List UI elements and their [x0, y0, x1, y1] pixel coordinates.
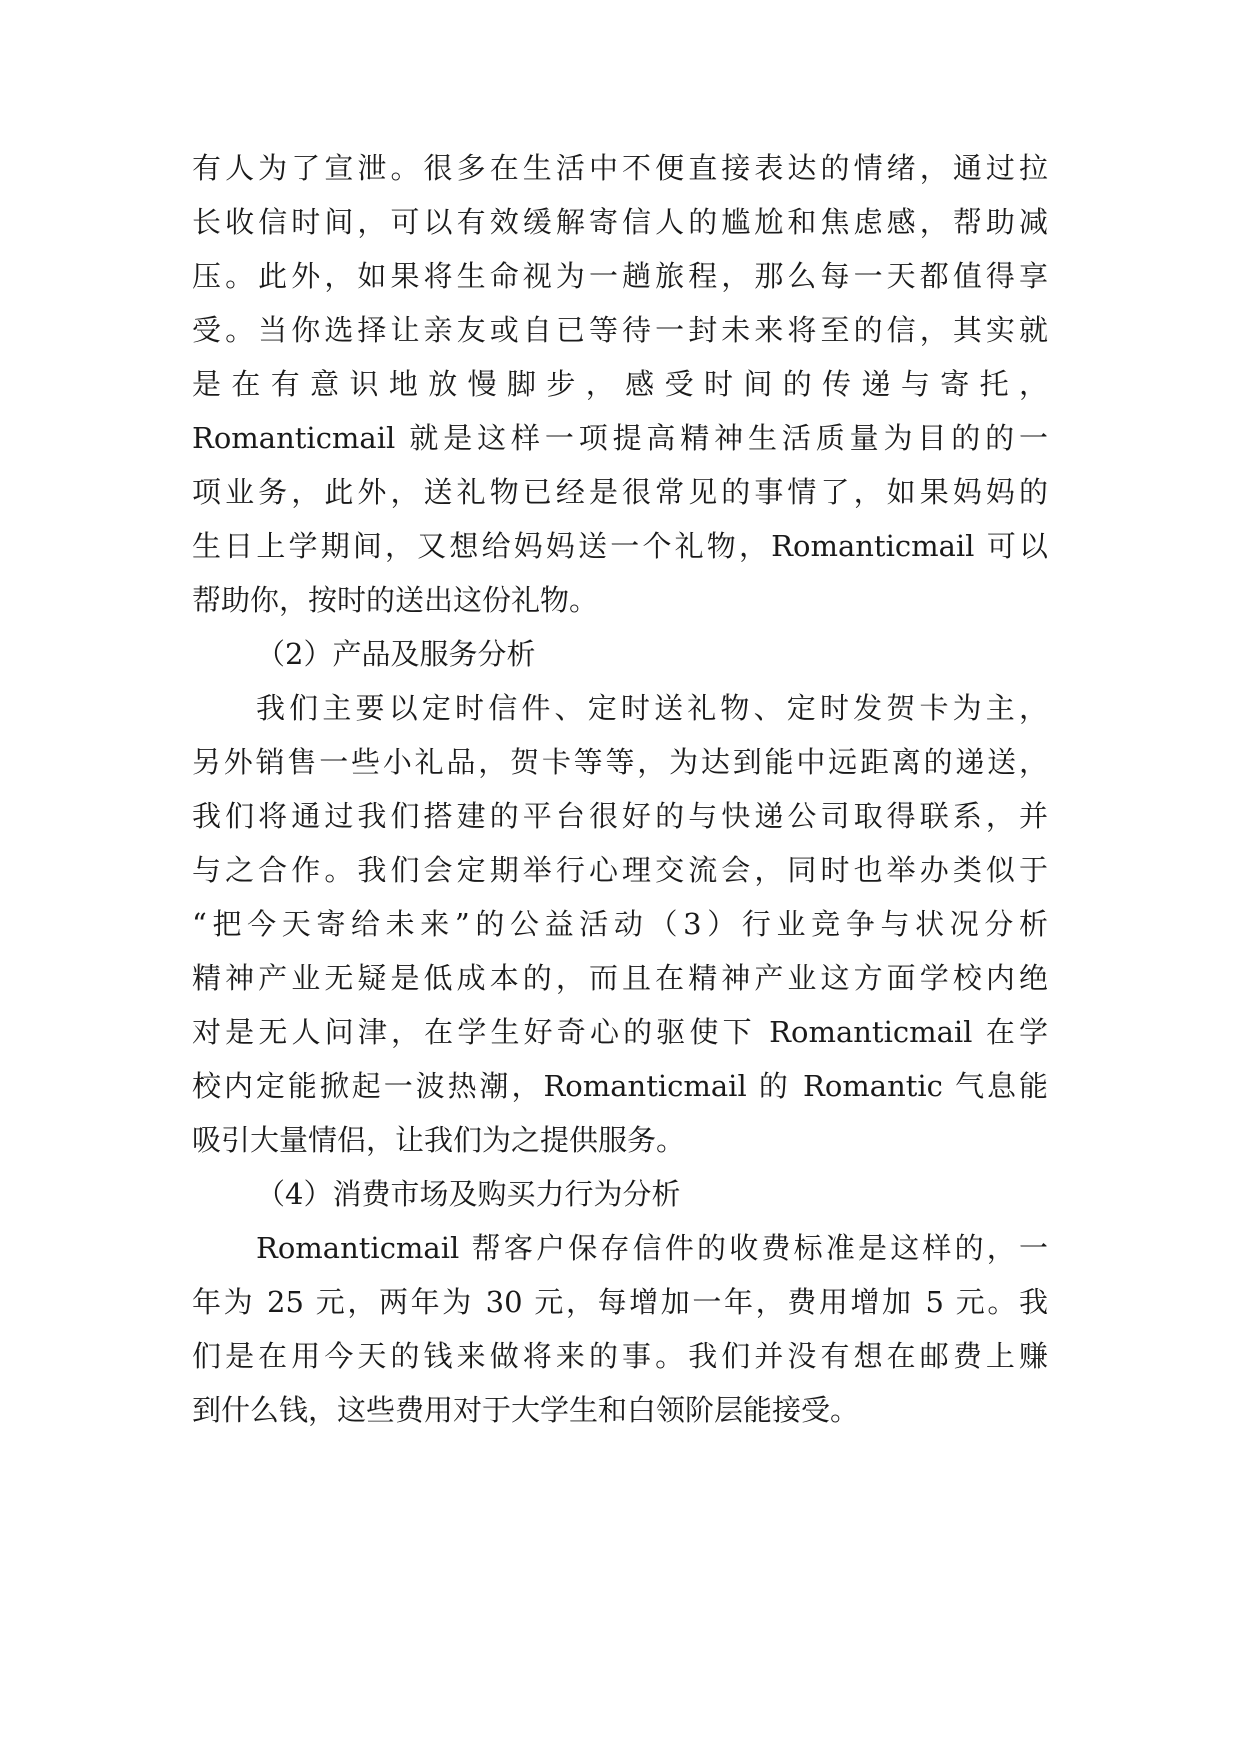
paragraph-line: 我们将通过我们搭建的平台很好的与快递公司取得联系，并 — [192, 799, 1048, 833]
paragraph-line: 与之合作。我们会定期举行心理交流会，同时也举办类似于 — [192, 853, 1048, 887]
paragraph-line: 到什么钱，这些费用对于大学生和白领阶层能接受。 — [192, 1393, 860, 1427]
paragraph-line: 我们主要以定时信件、定时送礼物、定时发贺卡为主， — [256, 691, 1048, 725]
paragraph-line: 另外销售一些小礼品，贺卡等等，为达到能中远距离的递送， — [192, 745, 1048, 779]
paragraph-line: 生日上学期间，又想给妈妈送一个礼物，Romanticmail 可以 — [192, 529, 1048, 563]
paragraph-line: 精神产业无疑是低成本的，而且在精神产业这方面学校内绝 — [192, 961, 1048, 995]
paragraph-line: 受。当你选择让亲友或自已等待一封未来将至的信，其实就 — [192, 313, 1048, 347]
paragraph-line: 帮助你，按时的送出这份礼物。 — [192, 583, 599, 617]
paragraph-line: 校内定能掀起一波热潮，Romanticmail 的 Romantic 气息能 — [192, 1069, 1048, 1103]
paragraph-line: “把今天寄给未来”的公益活动（3）行业竞争与状况分析 — [192, 907, 1048, 941]
paragraph-line: 吸引大量情侣，让我们为之提供服务。 — [192, 1123, 686, 1157]
paragraph-line: 对是无人问津，在学生好奇心的驱使下 Romanticmail 在学 — [192, 1015, 1048, 1049]
paragraph-line: Romanticmail 就是这样一项提高精神生活质量为目的的一 — [192, 421, 1048, 455]
section-heading: （4）消费市场及购买力行为分析 — [256, 1177, 681, 1211]
paragraph-line: Romanticmail 帮客户保存信件的收费标准是这样的，一 — [256, 1231, 1048, 1265]
paragraph-line: 们是在用今天的钱来做将来的事。我们并没有想在邮费上赚 — [192, 1339, 1048, 1373]
paragraph-line: 压。此外，如果将生命视为一趟旅程，那么每一天都值得享 — [192, 259, 1048, 293]
paragraph-line: 年为 25 元，两年为 30 元，每增加一年，费用增加 5 元。我 — [192, 1285, 1048, 1319]
paragraph-line: 有人为了宣泄。很多在生活中不便直接表达的情绪，通过拉 — [192, 151, 1048, 185]
section-heading: （2）产品及服务分析 — [256, 637, 536, 671]
paragraph-line: 是在有意识地放慢脚步，感受时间的传递与寄托， — [192, 367, 1048, 401]
paragraph-line: 项业务，此外，送礼物已经是很常见的事情了，如果妈妈的 — [192, 475, 1048, 509]
paragraph-line: 长收信时间，可以有效缓解寄信人的尴尬和焦虑感，帮助减 — [192, 205, 1048, 239]
